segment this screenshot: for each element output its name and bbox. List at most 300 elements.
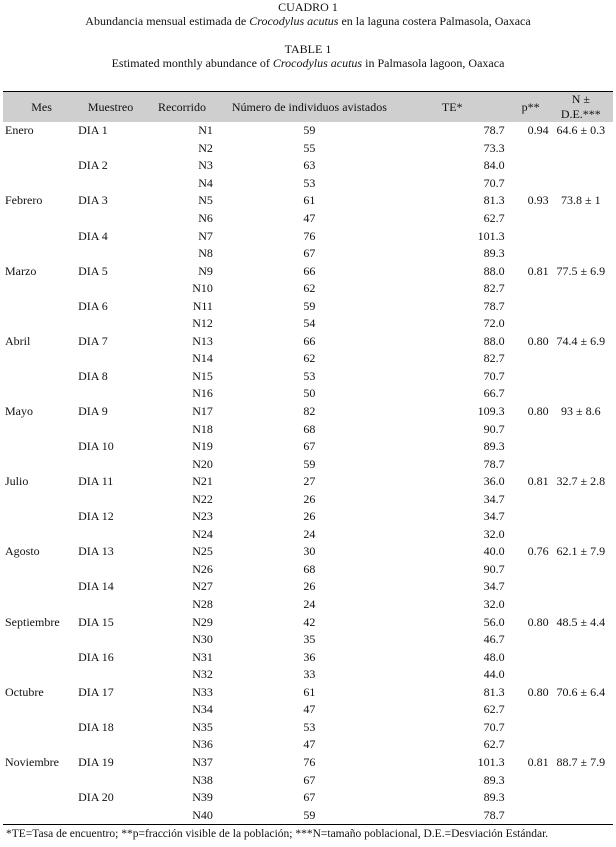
te-cell: 56.0: [483, 614, 505, 629]
recorrido-cell: N28: [192, 597, 213, 612]
n-cell: [553, 210, 613, 228]
table-row: [3, 666, 613, 684]
n-cell: [553, 280, 613, 298]
p-cell: [509, 280, 553, 298]
recorrido-cell: N34: [192, 702, 213, 717]
table-row: [3, 596, 613, 614]
n-cell: [553, 227, 613, 245]
numero-cell: 66: [303, 263, 316, 278]
table-row: [3, 578, 613, 596]
recorrido-cell: N10: [192, 281, 213, 296]
numero-cell: 68: [303, 421, 316, 436]
recorrido-cell: N6: [198, 211, 213, 225]
table-row: [3, 157, 613, 175]
p-cell: [509, 648, 553, 666]
mes-cell: Octubre: [5, 684, 44, 699]
mes-cell: [3, 438, 78, 456]
te-cell: 78.7: [483, 298, 505, 313]
numero-cell: 67: [303, 439, 316, 454]
caption-table: TABLE 1: [284, 42, 332, 56]
muestreo-cell: DIA 3: [78, 193, 108, 208]
p-cell: [509, 806, 553, 824]
p-cell: [509, 736, 553, 754]
numero-cell: 67: [303, 772, 316, 787]
p-cell: [509, 455, 553, 473]
table-row: [3, 771, 613, 789]
n-cell: [553, 385, 613, 403]
te-cell: 62.7: [483, 737, 505, 752]
table-row: [3, 561, 613, 579]
muestreo-cell: [78, 771, 143, 789]
mes-cell: Septiembre: [5, 614, 60, 629]
n-cell: [553, 771, 613, 789]
table-row: [3, 140, 613, 158]
mes-cell: [3, 368, 78, 386]
n-cell: [553, 438, 613, 456]
table-row: [3, 210, 613, 228]
p-cell: 0.80: [527, 333, 549, 348]
table-row: [3, 245, 613, 263]
p-cell: [509, 631, 553, 649]
mes-cell: [3, 140, 78, 158]
muestreo-cell: DIA 7: [78, 333, 108, 348]
muestreo-cell: DIA 9: [78, 404, 108, 419]
n-cell: 70.6 ± 6.4: [556, 684, 606, 699]
te-cell: 48.0: [483, 649, 505, 664]
caption-es-prefix: Abundancia mensual estimada de: [85, 14, 250, 28]
muestreo-cell: [78, 526, 143, 544]
table-header: [3, 92, 613, 123]
mes-cell: [3, 771, 78, 789]
numero-cell: 82: [303, 404, 316, 419]
muestreo-cell: [78, 736, 143, 754]
table-row: [3, 526, 613, 544]
muestreo-cell: DIA 19: [78, 754, 114, 769]
numero-cell: 59: [221, 806, 398, 824]
p-cell: [509, 771, 553, 789]
mes-cell: Agosto: [5, 544, 40, 559]
te-cell: 82.7: [483, 351, 505, 366]
n-cell: 88.7 ± 7.9: [556, 754, 606, 769]
mes-cell: [3, 420, 78, 438]
p-cell: [509, 508, 553, 526]
muestreo-cell: DIA 20: [78, 790, 114, 805]
p-cell: [509, 297, 553, 315]
recorrido-cell: N14: [192, 351, 213, 366]
recorrido-cell: N22: [192, 491, 213, 506]
recorrido-cell: N7: [198, 228, 213, 243]
p-cell: [509, 438, 553, 456]
te-cell: 34.7: [483, 509, 505, 524]
caption-en-prefix: Estimated monthly abundance of: [111, 56, 273, 70]
caption-en-suffix: in Palmasola lagoon, Oaxaca: [362, 56, 505, 70]
numero-cell: 53: [303, 368, 316, 383]
muestreo-cell: [78, 175, 143, 193]
muestreo-cell: [78, 455, 143, 473]
recorrido-cell: N24: [192, 526, 213, 541]
te-cell: 78.7: [483, 123, 505, 138]
n-cell: [553, 157, 613, 175]
te-cell: 82.7: [483, 281, 505, 296]
recorrido-cell: N39: [192, 790, 213, 805]
numero-cell: 24: [303, 526, 316, 541]
p-cell: [509, 227, 553, 245]
te-cell: 109.3: [477, 404, 505, 419]
muestreo-cell: [78, 420, 143, 438]
muestreo-cell: [78, 701, 143, 719]
n-cell: [553, 648, 613, 666]
table-row: [3, 648, 613, 666]
n-cell: [553, 789, 613, 807]
n-cell: [553, 368, 613, 386]
numero-cell: 61: [303, 684, 316, 699]
muestreo-cell: DIA 12: [78, 509, 114, 524]
n-cell: [553, 245, 613, 263]
numero-cell: 54: [303, 316, 316, 331]
caption-spanish: [0, 14, 616, 28]
footnote: *TE=Tasa de encuentro; **p=fracción visible de la población; ***N=tamaño poblacional, D.E.=Desviación Estándar.: [6, 828, 549, 840]
table-row: [3, 613, 613, 631]
table-row: [3, 490, 613, 508]
header-n: N ± D.E.***: [553, 92, 613, 123]
te-cell: 101.3: [477, 228, 505, 243]
p-cell: [509, 719, 553, 737]
te-cell: 36.0: [483, 474, 505, 489]
table-row: [3, 403, 613, 421]
muestreo-cell: DIA 18: [78, 719, 114, 734]
te-cell: 81.3: [483, 684, 505, 699]
n-cell: [553, 420, 613, 438]
mes-cell: [3, 701, 78, 719]
p-cell: [509, 350, 553, 368]
mes-cell: Enero: [5, 123, 34, 138]
te-cell: 88.0: [483, 333, 505, 348]
muestreo-cell: [78, 280, 143, 298]
numero-cell: 53: [303, 175, 316, 190]
header-row: [3, 92, 613, 123]
header-te: TE*: [398, 92, 509, 123]
n-cell: 32.7 ± 2.8: [556, 474, 606, 489]
recorrido-cell: N4: [198, 175, 213, 190]
p-cell: [509, 596, 553, 614]
table-row: [3, 719, 613, 737]
mes-cell: [3, 526, 78, 544]
numero-cell: 35: [303, 632, 316, 647]
mes-cell: [3, 175, 78, 193]
numero-cell: 62: [303, 281, 316, 296]
mes-cell: [3, 631, 78, 649]
te-cell: 70.7: [483, 719, 505, 734]
table-row: [3, 227, 613, 245]
mes-cell: Julio: [5, 474, 29, 489]
muestreo-cell: DIA 17: [78, 684, 114, 699]
recorrido-cell: N20: [192, 456, 213, 471]
mes-cell: [3, 157, 78, 175]
mes-cell: [3, 508, 78, 526]
n-cell: 64.6 ± 0.3: [556, 123, 606, 138]
muestreo-cell: DIA 2: [78, 158, 108, 173]
p-cell: [509, 140, 553, 158]
mes-cell: Abril: [5, 333, 31, 348]
mes-cell: [3, 297, 78, 315]
te-cell: 44.0: [483, 667, 505, 682]
numero-cell: 42: [303, 614, 316, 629]
mes-cell: [3, 210, 78, 228]
table-row: [3, 262, 613, 280]
caption-es-suffix: en la laguna costera Palmasola, Oaxaca: [338, 14, 531, 28]
mes-cell: [3, 385, 78, 403]
recorrido-cell: N12: [192, 316, 213, 331]
te-cell: 78.7: [398, 806, 509, 824]
te-cell: 78.7: [483, 456, 505, 471]
p-cell: [509, 526, 553, 544]
n-cell: [553, 578, 613, 596]
te-cell: 62.7: [483, 702, 505, 717]
muestreo-cell: DIA 6: [78, 298, 108, 313]
numero-cell: 30: [303, 544, 316, 559]
numero-cell: 59: [303, 123, 316, 138]
p-cell: 0.93: [527, 193, 549, 208]
muestreo-cell: DIA 13: [78, 544, 114, 559]
p-cell: 0.76: [527, 544, 549, 559]
numero-cell: 61: [303, 193, 316, 208]
numero-cell: 47: [303, 737, 316, 752]
te-cell: 101.3: [477, 754, 505, 769]
mes-cell: [3, 719, 78, 737]
recorrido-cell: N25: [192, 544, 213, 559]
p-cell: 0.94: [527, 123, 549, 138]
table-row: [3, 455, 613, 473]
recorrido-cell: N15: [192, 368, 213, 383]
table-row: [3, 473, 613, 491]
table-body: [3, 122, 613, 824]
recorrido-cell: N8: [198, 246, 213, 261]
recorrido-cell: N30: [192, 632, 213, 647]
numero-cell: 55: [303, 140, 316, 155]
n-cell: [553, 175, 613, 193]
caption-es-species: Crocodylus acutus: [249, 14, 339, 28]
mes-cell: [3, 789, 78, 807]
te-cell: 46.7: [483, 632, 505, 647]
numero-cell: 68: [303, 561, 316, 576]
muestreo-cell: DIA 8: [78, 368, 108, 383]
p-cell: 0.81: [527, 263, 549, 278]
recorrido-cell: N1: [198, 123, 213, 138]
te-cell: 34.7: [483, 579, 505, 594]
p-cell: [509, 315, 553, 333]
muestreo-cell: [78, 561, 143, 579]
muestreo-cell: [78, 210, 143, 228]
header-mes: Mes: [3, 92, 78, 123]
te-cell: 40.0: [483, 544, 505, 559]
table-row: [3, 368, 613, 386]
recorrido-cell: N32: [192, 667, 213, 682]
mes-cell: [3, 666, 78, 684]
p-cell: 0.80: [527, 684, 549, 699]
mes-cell: [3, 227, 78, 245]
table-row: [3, 806, 613, 824]
p-cell: [509, 368, 553, 386]
numero-cell: 66: [303, 333, 316, 348]
recorrido-cell: N16: [192, 386, 213, 401]
caption-english: [0, 56, 616, 70]
table-row: [3, 385, 613, 403]
recorrido-cell: N27: [192, 579, 213, 594]
recorrido-cell: N21: [192, 474, 213, 489]
p-cell: [509, 420, 553, 438]
n-cell: 62.1 ± 7.9: [556, 544, 606, 559]
p-cell: 0.81: [527, 754, 549, 769]
recorrido-cell: N17: [192, 404, 213, 419]
numero-cell: 59: [303, 456, 316, 471]
recorrido-cell: N29: [192, 614, 213, 629]
recorrido-cell: N2: [198, 140, 213, 155]
numero-cell: 47: [303, 211, 316, 225]
muestreo-cell: [78, 245, 143, 263]
muestreo-cell: [78, 666, 143, 684]
muestreo-cell: DIA 11: [78, 474, 114, 489]
recorrido-cell: N36: [192, 737, 213, 752]
mes-cell: [3, 350, 78, 368]
p-cell: [509, 157, 553, 175]
table-row: [3, 543, 613, 561]
numero-cell: 33: [303, 667, 316, 682]
muestreo-cell: [78, 596, 143, 614]
n-cell: [553, 490, 613, 508]
n-cell: 93 ± 8.6: [561, 404, 601, 419]
table-row: [3, 631, 613, 649]
muestreo-cell: [78, 140, 143, 158]
p-cell: 0.80: [527, 614, 549, 629]
abundance-table: [3, 91, 613, 825]
muestreo-cell: [78, 806, 143, 824]
te-cell: 84.0: [483, 158, 505, 173]
table-row: [3, 297, 613, 315]
mes-cell: [3, 245, 78, 263]
n-cell: [553, 350, 613, 368]
mes-cell: [3, 455, 78, 473]
numero-cell: 47: [303, 702, 316, 717]
te-cell: 32.0: [483, 597, 505, 612]
mes-cell: [3, 806, 78, 824]
table-row: [3, 508, 613, 526]
te-cell: 73.3: [483, 140, 505, 155]
recorrido-cell: N19: [192, 439, 213, 454]
muestreo-cell: DIA 5: [78, 263, 108, 278]
recorrido-cell: N13: [192, 333, 213, 348]
table-row: [3, 280, 613, 298]
muestreo-cell: [78, 385, 143, 403]
muestreo-cell: [78, 631, 143, 649]
te-cell: 72.0: [483, 316, 505, 331]
numero-cell: 26: [303, 579, 316, 594]
muestreo-cell: [78, 350, 143, 368]
table-row: [3, 175, 613, 193]
recorrido-cell: N33: [192, 684, 213, 699]
te-cell: 89.3: [483, 246, 505, 261]
numero-cell: 27: [303, 474, 316, 489]
n-cell: [553, 508, 613, 526]
recorrido-cell: N35: [192, 719, 213, 734]
mes-cell: [3, 648, 78, 666]
recorrido-cell: N26: [192, 561, 213, 576]
n-cell: [553, 736, 613, 754]
te-cell: 70.7: [483, 175, 505, 190]
p-cell: [509, 385, 553, 403]
te-cell: 89.3: [483, 772, 505, 787]
n-cell: [553, 701, 613, 719]
numero-cell: 63: [303, 158, 316, 173]
n-cell: [553, 526, 613, 544]
te-cell: 66.7: [483, 386, 505, 401]
table-row: [3, 438, 613, 456]
header-numero: Número de individuos avistados: [221, 92, 398, 123]
table-row: [3, 789, 613, 807]
muestreo-cell: DIA 10: [78, 439, 114, 454]
n-cell: 48.5 ± 4.4: [556, 614, 606, 629]
recorrido-cell: N11: [192, 298, 213, 313]
n-cell: 73.8 ± 1: [561, 193, 601, 208]
table-row: [3, 736, 613, 754]
p-cell: [509, 701, 553, 719]
p-cell: [509, 578, 553, 596]
recorrido-cell: N31: [192, 649, 213, 664]
te-cell: 34.7: [483, 491, 505, 506]
table-row: [3, 420, 613, 438]
numero-cell: 53: [303, 719, 316, 734]
p-cell: [509, 210, 553, 228]
te-cell: 88.0: [483, 263, 505, 278]
n-cell: [553, 719, 613, 737]
recorrido-cell: N38: [192, 772, 213, 787]
numero-cell: 26: [303, 509, 316, 524]
table-row: [3, 315, 613, 333]
table-row: [3, 684, 613, 702]
recorrido-cell: N40: [143, 806, 221, 824]
mes-cell: [3, 315, 78, 333]
recorrido-cell: N5: [198, 193, 213, 208]
n-cell: [553, 806, 613, 824]
mes-cell: Noviembre: [5, 754, 59, 769]
n-cell: 77.5 ± 6.9: [556, 263, 606, 278]
mes-cell: Marzo: [5, 263, 37, 278]
p-cell: [509, 561, 553, 579]
muestreo-cell: [78, 315, 143, 333]
numero-cell: 24: [303, 597, 316, 612]
muestreo-cell: DIA 16: [78, 649, 114, 664]
table-row: [3, 192, 613, 210]
numero-cell: 26: [303, 491, 316, 506]
te-cell: 90.7: [483, 561, 505, 576]
te-cell: 62.7: [483, 211, 505, 225]
numero-cell: 76: [303, 228, 316, 243]
n-cell: [553, 666, 613, 684]
header-p: p**: [509, 92, 553, 123]
numero-cell: 62: [303, 351, 316, 366]
te-cell: 90.7: [483, 421, 505, 436]
numero-cell: 50: [303, 386, 316, 401]
te-cell: 81.3: [483, 193, 505, 208]
numero-cell: 67: [303, 790, 316, 805]
p-cell: [509, 245, 553, 263]
muestreo-cell: DIA 4: [78, 228, 108, 243]
mes-cell: [3, 280, 78, 298]
n-cell: [553, 297, 613, 315]
header-recorrido: Recorrido: [143, 92, 221, 123]
recorrido-cell: N18: [192, 421, 213, 436]
p-cell: 0.80: [527, 404, 549, 419]
numero-cell: 36: [303, 649, 316, 664]
